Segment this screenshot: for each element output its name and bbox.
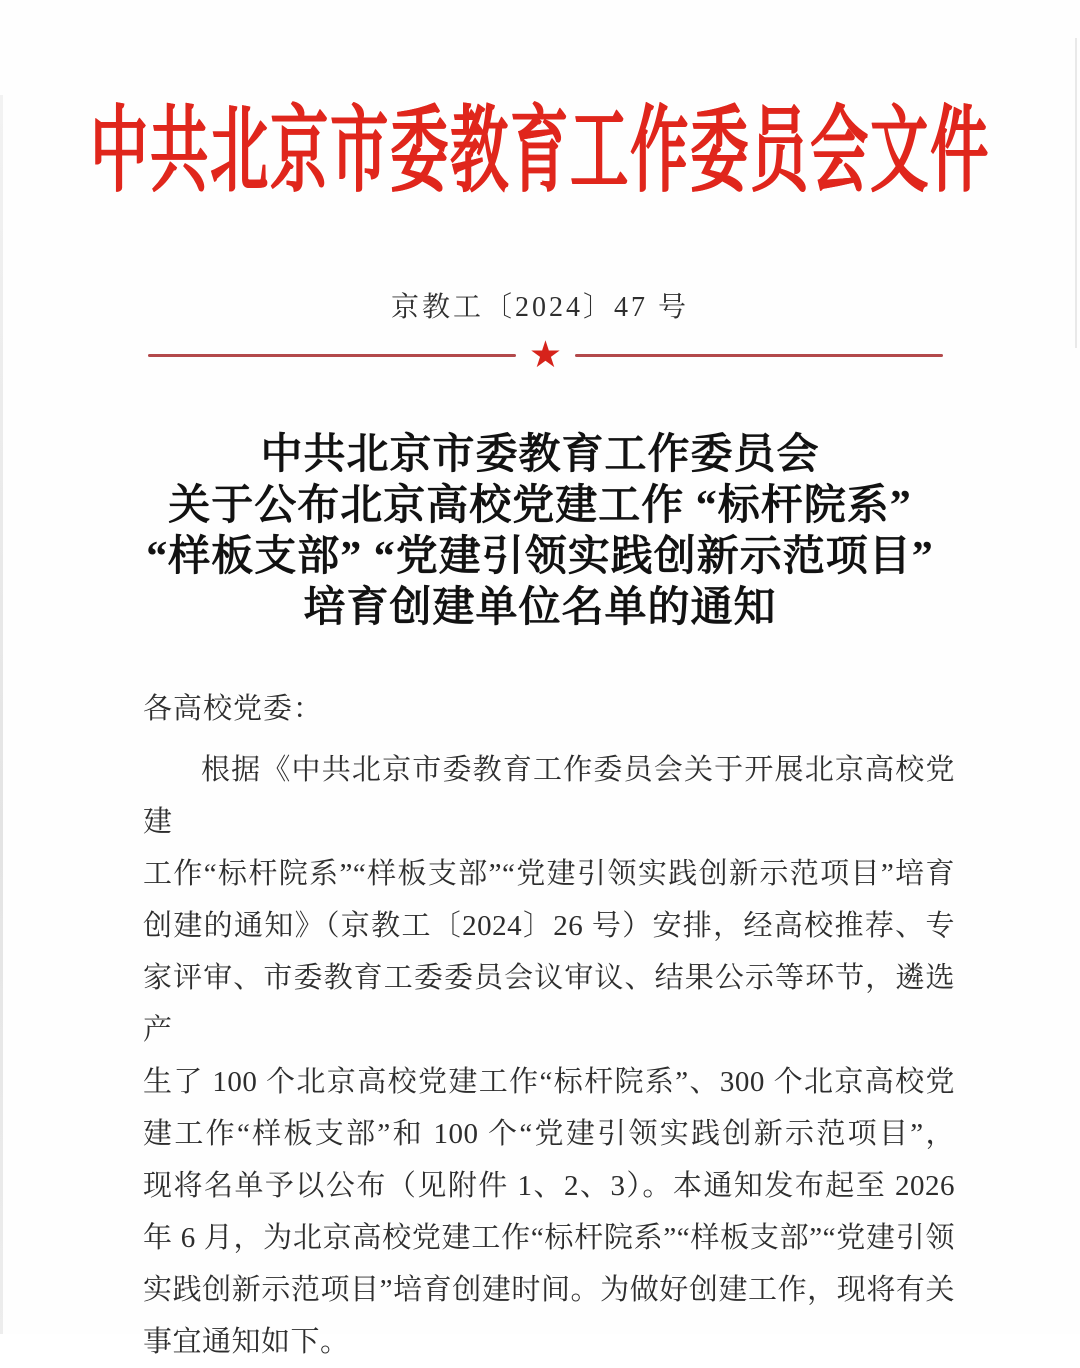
body-paragraph [143, 744, 955, 1368]
body-line: 年 6 月，为北京高校党建工作“标杆院系”“样板支部”“党建引领 [143, 1222, 955, 1254]
divider-rule-left [148, 354, 516, 357]
notice-title-line: 培育创建单位名单的通知 [303, 585, 777, 631]
body-line: 实践创新示范项目”培育创建时间。为做好创建工作，现将有关 [143, 1274, 955, 1306]
body-line: 生了 100 个北京高校党建工作“标杆院系”、300 个北京高校党 [143, 1066, 955, 1098]
star-icon: ★ [528, 334, 563, 376]
document-number: 京教工〔2024〕47 号 [390, 292, 689, 323]
body-line: 工作“标杆院系”“样板支部”“党建引领实践创新示范项目”培育 [143, 858, 955, 890]
body-line: 现将名单予以公布（见附件 1、2、3）。本通知发布起至 2026 [143, 1170, 955, 1202]
letterhead [0, 0, 1080, 204]
red-divider [148, 336, 943, 374]
document-body [143, 688, 955, 1368]
body-line: 家评审、市委教育工委委员会议审议、结果公示等环节，遴选产 [143, 962, 955, 1046]
salutation: 各高校党委： [143, 693, 324, 725]
divider-rule-right [575, 354, 943, 357]
body-line: 创建的通知》（京教工〔2024〕26 号）安排，经高校推荐、专 [143, 910, 955, 942]
notice-title-line: “样板支部” “党建引领实践创新示范项目” [146, 534, 934, 580]
notice-title [0, 430, 1080, 634]
notice-title-line: 关于公布北京高校党建工作 “标杆院系” [168, 483, 912, 529]
body-line: 根据《中共北京市委教育工作委员会关于开展北京高校党建 [143, 754, 955, 838]
letterhead-title: 中共北京市委教育工作委员会文件 [89, 98, 990, 204]
notice-title-line: 中共北京市委教育工作委员会 [260, 432, 820, 478]
body-line: 事宜通知如下。 [143, 1326, 350, 1358]
body-line: 建工作“样板支部”和 100 个“党建引领实践创新示范项目”， [143, 1118, 955, 1150]
